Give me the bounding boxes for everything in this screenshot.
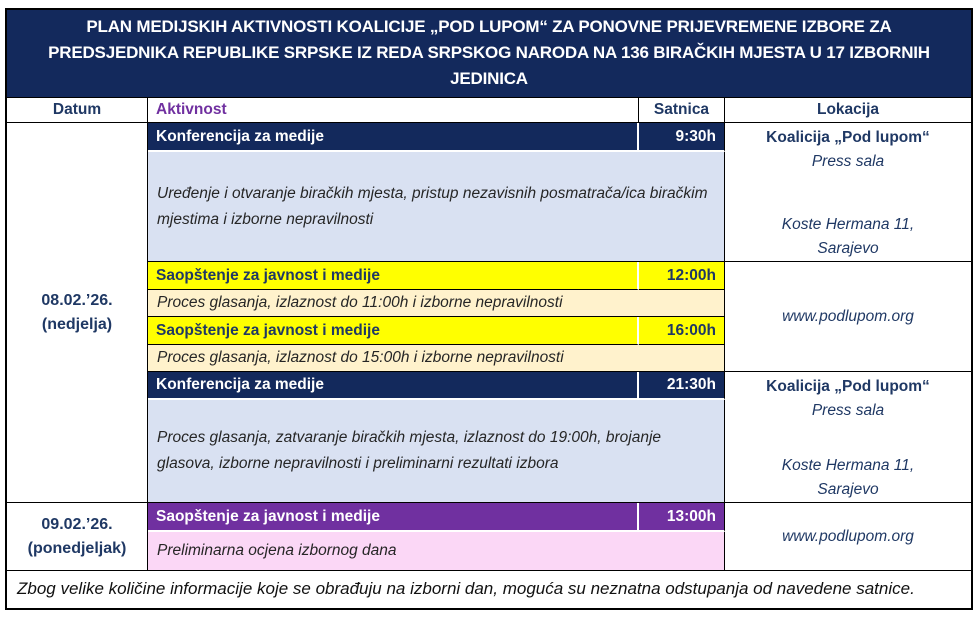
- venue-room: Press sala: [811, 153, 885, 170]
- column-header-row: [7, 98, 971, 123]
- date-day1: 08.02.’26.: [41, 291, 113, 309]
- activity-header-2: Saopštenje za javnost i medije: [148, 262, 639, 290]
- activity-header-3: Saopštenje za javnost i medije: [148, 317, 639, 345]
- schedule-table: [5, 8, 973, 610]
- activity-description-3: Proces glasanja, izlaznost do 15:00h i izborne nepravilnosti: [148, 345, 725, 372]
- weekday-day2: (ponedjeljak): [27, 539, 127, 557]
- activity-header-4: Konferencija za medije: [148, 372, 639, 400]
- activity-description-4: Proces glasanja, zatvaranje biračkih mjesta, izlaznost do 19:00h, brojanje glasova, izborne nepravilnosti i preliminarni rezultati izbora: [148, 400, 725, 503]
- weekday-day1: (nedjelja): [41, 315, 113, 333]
- activity-description-5: Preliminarna ocjena izbornog dana: [148, 532, 725, 571]
- website-link: www.podlupom.org: [782, 307, 914, 325]
- footer-note: Zbog velike količine informacije koje se obrađuju na izborni dan, moguća su neznatna odstupanja od navedene satnice.: [7, 571, 971, 608]
- location-cell-4: [725, 503, 971, 571]
- schedule-grid: [7, 123, 971, 571]
- activity-header-1: Konferencija za medije: [148, 123, 639, 152]
- venue-name: Koalicija „Pod lupom“: [766, 378, 930, 395]
- activity-time-4: 21:30h: [639, 372, 725, 400]
- venue-name: Koalicija „Pod lupom“: [766, 129, 930, 146]
- activity-description-1: Uređenje i otvaranje biračkih mjesta, pristup nezavisnih posmatrača/ica biračkim mjestima i izborne nepravilnosti: [148, 152, 725, 262]
- venue-city: Sarajevo: [817, 481, 879, 498]
- activity-time-3: 16:00h: [639, 317, 725, 345]
- activity-time-5: 13:00h: [639, 503, 725, 532]
- column-header-datum: Datum: [7, 98, 148, 122]
- website-link: www.podlupom.org: [782, 527, 914, 545]
- column-header-satnica: Satnica: [639, 98, 725, 122]
- location-cell-1: [725, 123, 971, 262]
- column-header-aktivnost: Aktivnost: [148, 98, 639, 122]
- activity-time-1: 9:30h: [639, 123, 725, 152]
- venue-city: Sarajevo: [817, 240, 879, 257]
- venue-room: Press sala: [811, 402, 885, 419]
- activity-header-5: Saopštenje za javnost i medije: [148, 503, 639, 532]
- date-day2: 09.02.’26.: [41, 515, 113, 533]
- activity-time-2: 12:00h: [639, 262, 725, 290]
- date-cell-day2: [7, 503, 148, 571]
- activity-description-2: Proces glasanja, izlaznost do 11:00h i izborne nepravilnosti: [148, 290, 725, 317]
- venue-street: Koste Hermana 11,: [781, 457, 915, 474]
- column-header-lokacija: Lokacija: [816, 101, 880, 118]
- date-cell-day1: [7, 123, 148, 503]
- location-cell-2: [725, 262, 971, 372]
- page-title: PLAN MEDIJSKIH AKTIVNOSTI KOALICIJE „POD LUPOM“ ZA PONOVNE PRIJEVREMENE IZBORE ZA PREDSJEDNIKA REPUBLIKE SRPSKE IZ REDA SRPSKOG NARODA NA 136 BIRAČKIH MJESTA U 17 IZBORNIH JEDINICA: [7, 10, 971, 98]
- location-cell-3: [725, 372, 971, 503]
- venue-street: Koste Hermana 11,: [781, 216, 915, 233]
